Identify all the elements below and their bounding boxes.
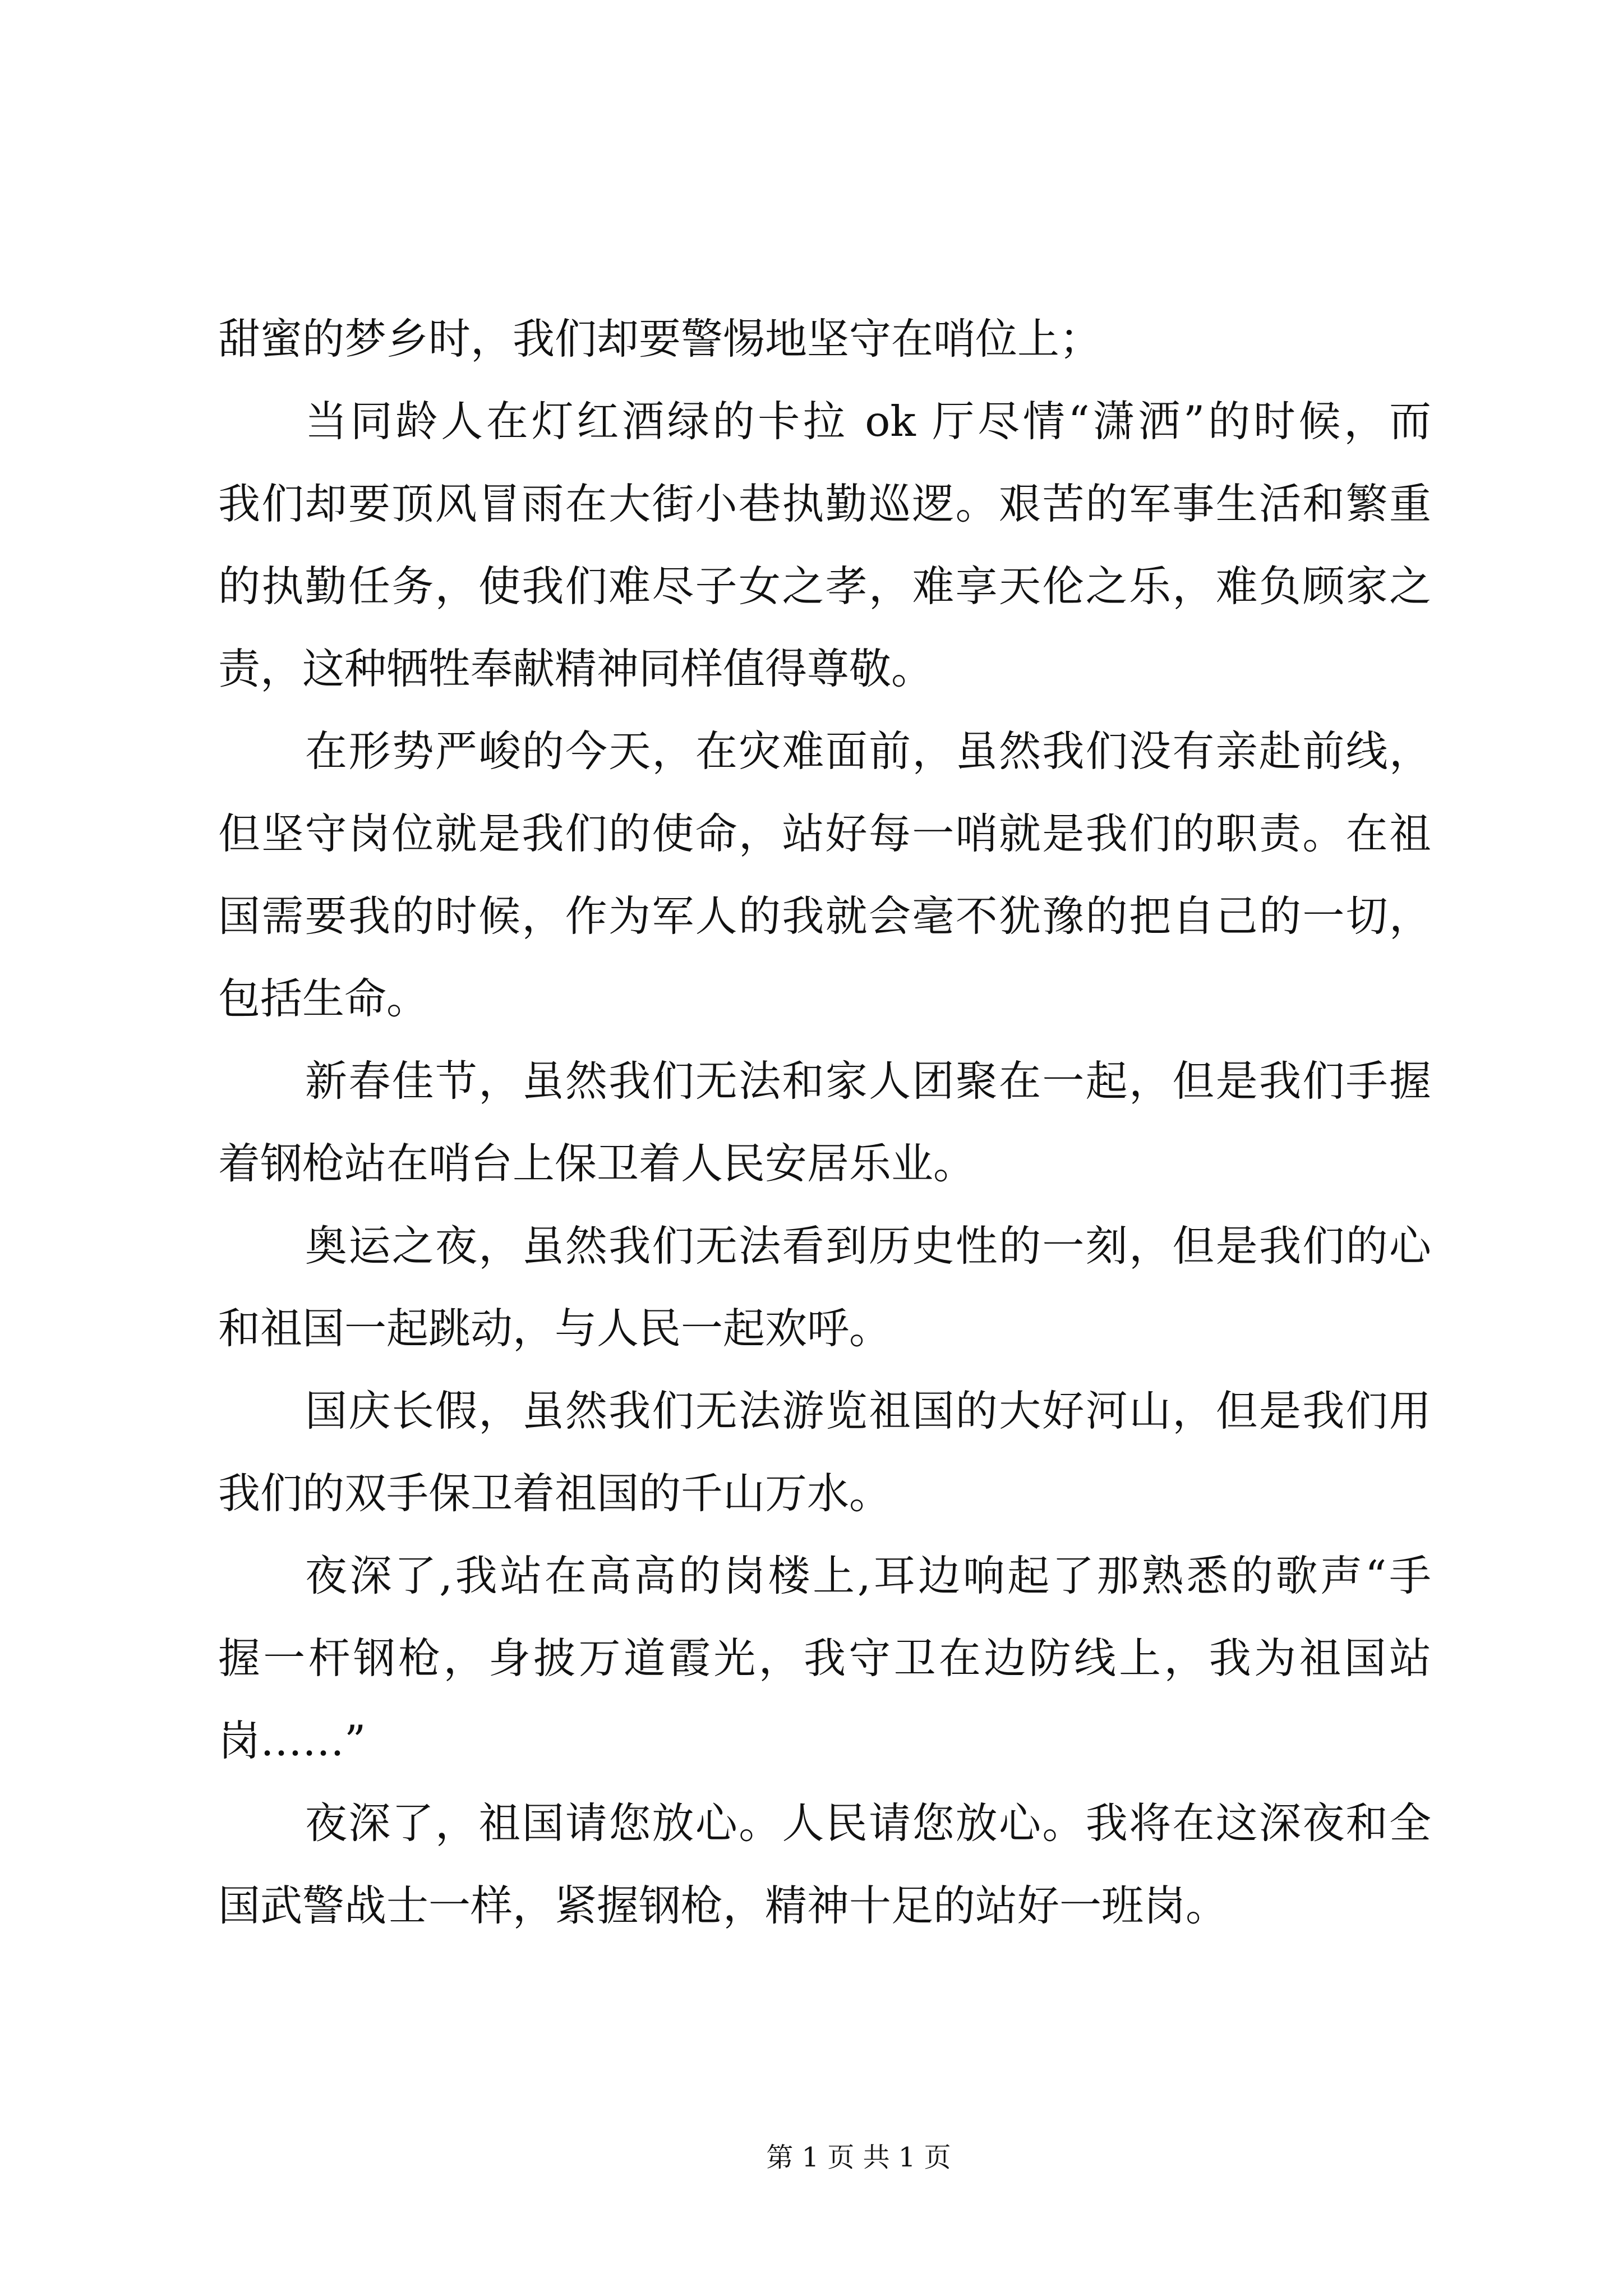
text-line: 当同龄人在灯红酒绿的卡拉 ok 厅尽情“潇洒”的时候，而 [305,397,1431,446]
paragraph [218,1535,1431,1782]
paragraph [218,710,1431,1040]
page-number-footer: 第 1 页 共 1 页 [766,2142,951,2173]
text-line: 着钢枪站在哨台上保卫着人民安居乐业。 [218,1139,976,1188]
text-line: 握一杆钢枪，身披万道霞光，我守卫在边防线上，我为祖国站 [218,1634,1431,1683]
text-line: 的执勤任务，使我们难尽子女之孝，难享天伦之乐，难负顾家之 [218,562,1431,611]
text-line: 我们的双手保卫着祖国的千山万水。 [218,1469,892,1518]
body-text [218,298,1431,1947]
text-line: 甜蜜的梦乡时，我们却要警惕地坚守在哨位上； [218,314,1102,364]
paragraph [218,298,1431,380]
text-line: 但坚守岗位就是我们的使命，站好每一哨就是我们的职责。在祖 [218,809,1431,858]
text-line: 和祖国一起跳动，与人民一起欢呼。 [218,1304,892,1353]
text-line: 国需要我的时候，作为军人的我就会毫不犹豫的把自己的一切， [218,891,1431,941]
text-line: 岗……” [218,1716,366,1765]
paragraph [218,1040,1431,1205]
text-line: 新春佳节，虽然我们无法和家人团聚在一起，但是我们手握 [305,1056,1431,1106]
text-line: 夜深了，祖国请您放心。人民请您放心。我将在这深夜和全 [305,1798,1431,1848]
text-line: 国武警战士一样，紧握钢枪，精神十足的站好一班岗。 [218,1881,1228,1930]
text-line: 我们却要顶风冒雨在大街小巷执勤巡逻。艰苦的军事生活和繁重 [218,479,1431,528]
paragraph [218,380,1431,710]
text-line: 包括生命。 [218,974,429,1023]
paragraph [218,1782,1431,1947]
text-line: 责，这种牺牲奉献精神同样值得尊敬。 [218,644,934,693]
text-line: 奥运之夜，虽然我们无法看到历史性的一刻，但是我们的心 [305,1221,1431,1271]
text-line: 在形势严峻的今天，在灾难面前，虽然我们没有亲赴前线， [305,726,1431,776]
text-line: 夜深了,我站在高高的岗楼上,耳边响起了那熟悉的歌声“手 [305,1551,1431,1600]
text-line: 国庆长假，虽然我们无法游览祖国的大好河山，但是我们用 [305,1386,1431,1435]
paragraph [218,1205,1431,1370]
paragraph [218,1370,1431,1535]
